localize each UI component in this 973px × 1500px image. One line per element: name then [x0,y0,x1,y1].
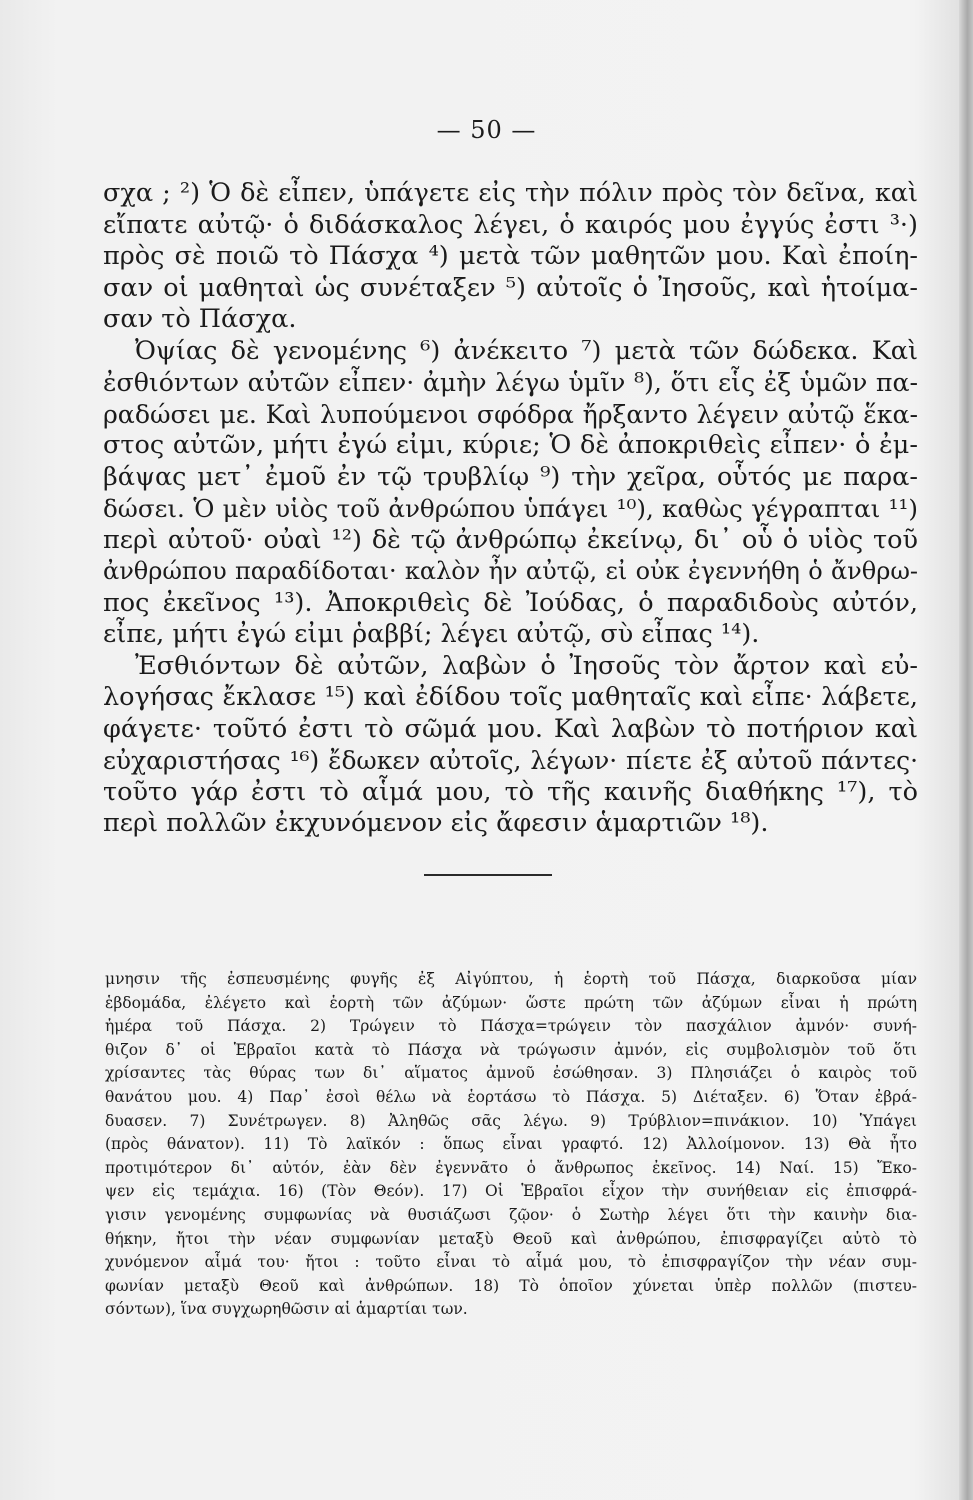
text-line: Ὀψίας δὲ γενομένης ⁶) ἀνέκειτο ⁷) μετὰ τῶν δώδεκα. Καὶ [135,335,918,366]
page-number: — 50 — [436,116,537,144]
text-line: δώσει. Ὁ μὲν υἱὸς τοῦ ἀνθρώπου ὑπάγει ¹⁰), καθὼς γέγραπται ¹¹) [103,494,918,523]
text-line: περὶ πολλῶν ἐκχυνόμενον εἰς ἄφεσιν ἁμαρτιῶν ¹⁸). [103,808,769,838]
footnote-line: δυασεν. 7) Συνέτρωγεν. 8) Ἀληθῶς σᾶς λέγω. 9) Τρύβλιον=πινάκιον. 10) Ὑπάγει [105,1111,917,1130]
main-text [103,178,918,840]
footnote-line: θήκην, ἤτοι τὴν νέαν συμφωνίαν μεταξὺ Θεοῦ καὶ ἀνθρώπου, ἐπισφραγίζει αὐτὸ τὸ [105,1229,917,1248]
text-line: Ἐσθιόντων δὲ αὐτῶν, λαβὼν ὁ Ἰησοῦς τὸν ἄρτον καὶ εὐ- [135,650,918,681]
footnote-line: ἑβδομάδα, ἐλέγετο καὶ ἑορτὴ τῶν ἀζύμων· ὥστε πρώτη τῶν ἀζύμων εἶναι ἡ πρώτη [105,993,917,1012]
text-line: ἀνθρώπου παραδίδοται· καλὸν ἦν αὐτῷ, εἰ οὐκ ἐγεννήθη ὁ ἄνθρω- [103,557,918,585]
text-line: πος ἐκεῖνος ¹³). Ἀποκριθεὶς δὲ Ἰούδας, ὁ παραδιδοὺς αὐτόν, [103,587,918,618]
section-divider [424,874,552,876]
text-line: ἐσθιόντων αὐτῶν εἶπεν· ἀμὴν λέγω ὑμῖν ⁸), ὅτι εἷς ἐξ ὑμῶν πα- [103,368,918,397]
footnote-line: φωνίαν μεταξὺ Θεοῦ καὶ ἀνθρώπων. 18) Τὸ ὁποῖον χύνεται ὑπὲρ πολλῶν (πιστευ- [105,1276,917,1295]
footnote-line: θανάτου μου. 4) Παρ᾿ ἐσοὶ θέλω νὰ ἑορτάσω τὸ Πάσχα. 5) Διέταξεν. 6) Ὅταν ἐβρά- [105,1087,917,1106]
footnotes [105,968,917,1322]
footnote-line: γισιν γενομένης συμφωνίας νὰ θυσιάζωσι ζῷον· ὁ Σωτὴρ λέγει ὅτι τὴν καινὴν δια- [105,1205,917,1224]
text-line: σαν οἱ μαθηταὶ ὡς συνέταξεν ⁵) αὐτοῖς ὁ Ἰησοῦς, καὶ ἡτοίμα- [103,272,918,303]
text-line: φάγετε· τοῦτό ἐστι τὸ σῶμά μου. Καὶ λαβὼν τὸ ποτήριον καὶ [103,713,918,744]
footnote-line: σόντων), ἵνα συγχωρηθῶσιν αἱ ἁμαρτίαι των. [105,1300,468,1319]
text-line: λογήσας ἔκλασε ¹⁵) καὶ ἐδίδου τοῖς μαθηταῖς καὶ εἶπε· λάβετε, [103,682,918,712]
text-line: βάψας μετ᾿ ἐμοῦ ἐν τῷ τρυβλίῳ ⁹) τὴν χεῖρα, οὗτός με παρα- [103,461,918,492]
footnote-line: χυνόμενον αἷμά του· ἤτοι : τοῦτο εἶναι τὸ αἷμά μου, τὸ ἐπισφραγίζον τὴν νέαν συμ- [105,1253,917,1272]
footnote-line: προτιμότερον δι᾿ αὐτόν, ἐὰν δὲν ἐγεννᾶτο ὁ ἄνθρωπος ἐκεῖνος. 14) Ναί. 15) Ἔκο- [105,1158,917,1177]
text-line: ραδώσει με. Καὶ λυπούμενοι σφόδρα ἤρξαντο λέγειν αὐτῷ ἕκα- [103,399,918,429]
text-line: πρὸς σὲ ποιῶ τὸ Πάσχα ⁴) μετὰ τῶν μαθητῶν μου. Καὶ ἐποίη- [103,241,918,271]
footnote-line: χρίσαντες τὰς θύρας των δι᾿ αἵματος ἀμνοῦ ἐσώθησαν. 3) Πλησιάζει ὁ καιρὸς τοῦ [105,1064,917,1083]
text-line: σχα ; ²) Ὁ δὲ εἶπεν, ὑπάγετε εἰς τὴν πόλιν πρὸς τὸν δεῖνα, καὶ [103,178,918,208]
footnote-line: (πρὸς θάνατον). 11) Τὸ λαϊκόν : ὅπως εἶναι γραφτό. 12) Ἀλλοίμονον. 13) Θὰ ἦτο [105,1135,917,1154]
footnote-line: ἡμέρα τοῦ Πάσχα. 2) Τρώγειν τὸ Πάσχα=τρώγειν τὸν πασχάλιον ἀμνόν· συνή- [105,1017,917,1036]
footnote-line: ψεν εἰς τεμάχια. 16) (Τὸν Θεόν). 17) Οἱ Ἑβραῖοι εἶχον τὴν συνήθειαν εἰς ἐπισφρά- [105,1182,917,1201]
text-line: εὐχαριστήσας ¹⁶) ἔδωκεν αὐτοῖς, λέγων· πίετε ἐξ αὐτοῦ πάντες· [103,746,918,775]
text-line: στος αὐτῶν, μήτι ἐγώ εἰμι, κύριε; Ὁ δὲ ἀποκριθεὶς εἶπεν· ὁ ἐμ- [103,430,918,460]
text-line: σαν τὸ Πάσχα. [103,304,297,334]
text-line: περὶ αὐτοῦ· οὐαὶ ¹²) δὲ τῷ ἀνθρώπῳ ἐκείνῳ, δι᾿ οὗ ὁ υἱὸς τοῦ [103,524,918,555]
text-line: τοῦτο γάρ ἐστι τὸ αἷμά μου, τὸ τῆς καινῆς διαθήκης ¹⁷), τὸ [103,776,918,807]
footnote-line: θιζον δ᾿ οἱ Ἑβραῖοι κατὰ τὸ Πάσχα νὰ τρώγωσιν ἀμνόν, εἰς συμβολισμὸν τοῦ ὅτι [105,1040,917,1059]
footnote-line: μνησιν τῆς ἐσπευσμένης φυγῆς ἐξ Αἰγύπτου, ἡ ἑορτὴ τοῦ Πάσχα, διαρκοῦσα μίαν [105,970,917,988]
text-line: εἴπατε αὐτῷ· ὁ διδάσκαλος λέγει, ὁ καιρός μου ἐγγύς ἐστι ³·) [103,209,918,240]
text-line: εἶπε, μήτι ἐγώ εἰμι ῥαββί; λέγει αὐτῷ, σὺ εἶπας ¹⁴). [103,619,760,649]
page-edge-shadow [959,0,973,1500]
